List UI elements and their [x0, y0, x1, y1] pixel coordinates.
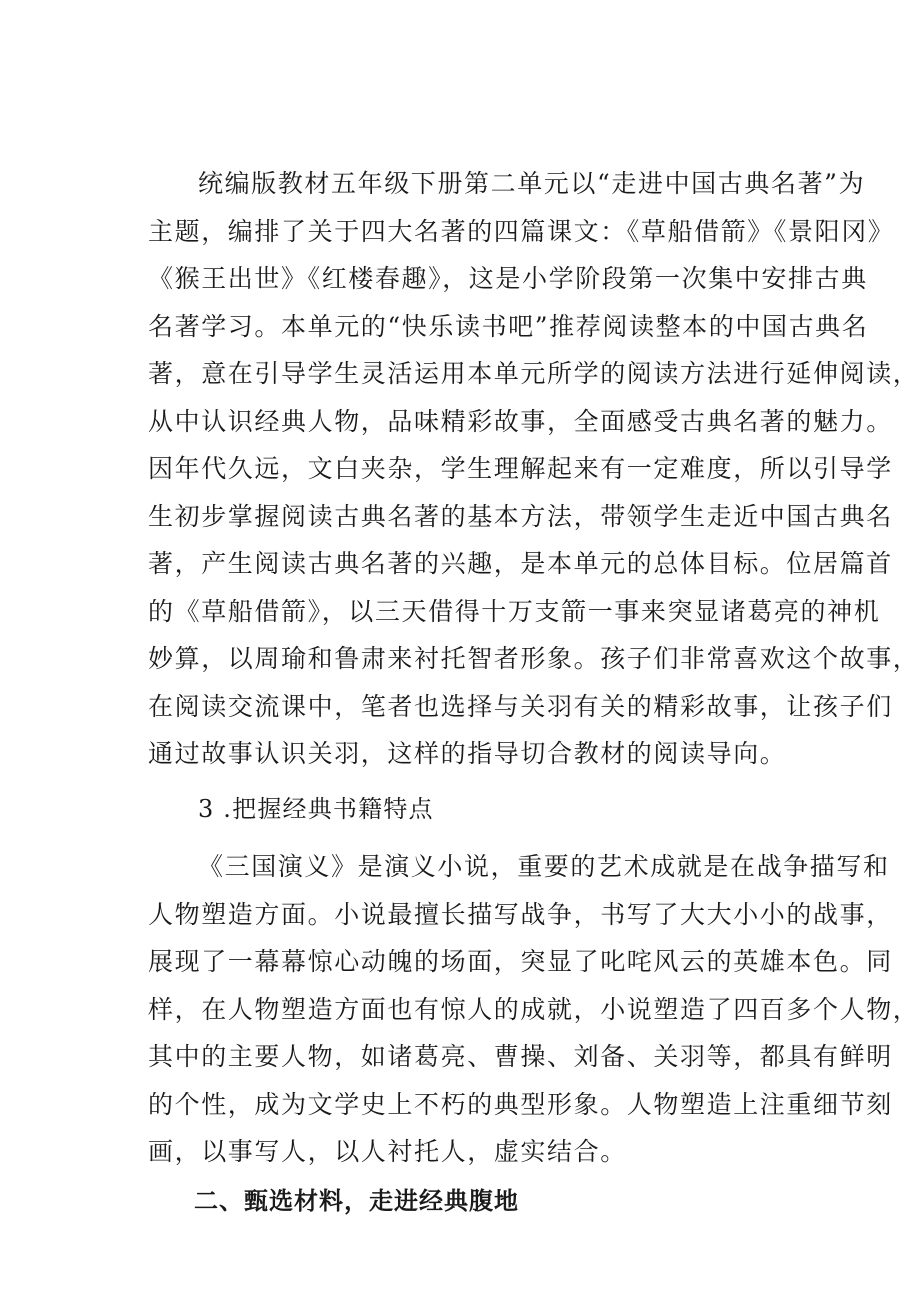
text-line: 著，意在引导学生灵活运用本单元所学的阅读方法进行延伸阅读，	[148, 359, 920, 388]
text-line: 通过故事认识关羽，这样的指导切合教材的阅读导向。	[148, 739, 787, 768]
text-line: 《猴王出世》《红楼春趣》，这是小学阶段第一次集中安排古典	[148, 264, 868, 293]
text-line: 名著学习。本单元的“快乐读书吧”推荐阅读整本的中国古典名	[148, 311, 869, 341]
text-line: 因年代久远，文白夹杂，学生理解起来有一定难度，所以引导学	[148, 454, 893, 483]
text-line: 展现了一幕幕惊心动魄的场面，突显了叱咤风云的英雄本色。同	[148, 947, 893, 976]
text-line: 的《草船借箭》，以三天借得十万支箭一事来突显诸葛亮的神机	[148, 596, 881, 626]
subheading-grasp-classic-features: 3 .把握经典书籍特点	[198, 794, 434, 823]
text-line: 其中的主要人物，如诸葛亮、曹操、刘备、关羽等，都具有鲜明	[148, 1042, 893, 1071]
text-line: 样，在人物塑造方面也有惊人的成就，小说塑造了四百多个人物，	[148, 994, 920, 1024]
text-line: 《三国演义》是演义小说，重要的艺术成就是在战争描写和	[198, 852, 890, 881]
section-heading-select-materials: 二、甄选材料，走进经典腹地	[194, 1186, 519, 1215]
text-line: 妙算，以周瑜和鲁肃来衬托智者形象。孩子们非常喜欢这个故事，	[148, 644, 920, 673]
text-line: 在阅读交流课中，笔者也选择与关羽有关的精彩故事，让孩子们	[148, 691, 893, 721]
text-line: 著，产生阅读古典名著的兴趣，是本单元的总体目标。位居篇首	[148, 549, 893, 578]
paragraph-unit-overview	[148, 160, 920, 778]
text-line: 人物塑造方面。小说最擅长描写战争，书写了大大小小的战事，	[148, 899, 893, 929]
text-line: 画，以事写人，以人衬托人，虚实结合。	[148, 1137, 627, 1166]
text-line: 生初步掌握阅读古典名著的基本方法，带领学生走近中国古典名	[148, 501, 893, 531]
paragraph-three-kingdoms	[148, 843, 920, 1176]
text-line: 从中认识经典人物，品味精彩故事，全面感受古典名著的魅力。	[148, 406, 893, 436]
text-line: 统编版教材五年级下册第二单元以“走进中国古典名著”为	[198, 169, 866, 198]
text-line: 的个性，成为文学史上不朽的典型形象。人物塑造上注重细节刻	[148, 1089, 893, 1119]
text-line: 主题，编排了关于四大名著的四篇课文：《草船借箭》《景阳冈》	[148, 216, 895, 246]
document-body	[148, 160, 920, 1225]
